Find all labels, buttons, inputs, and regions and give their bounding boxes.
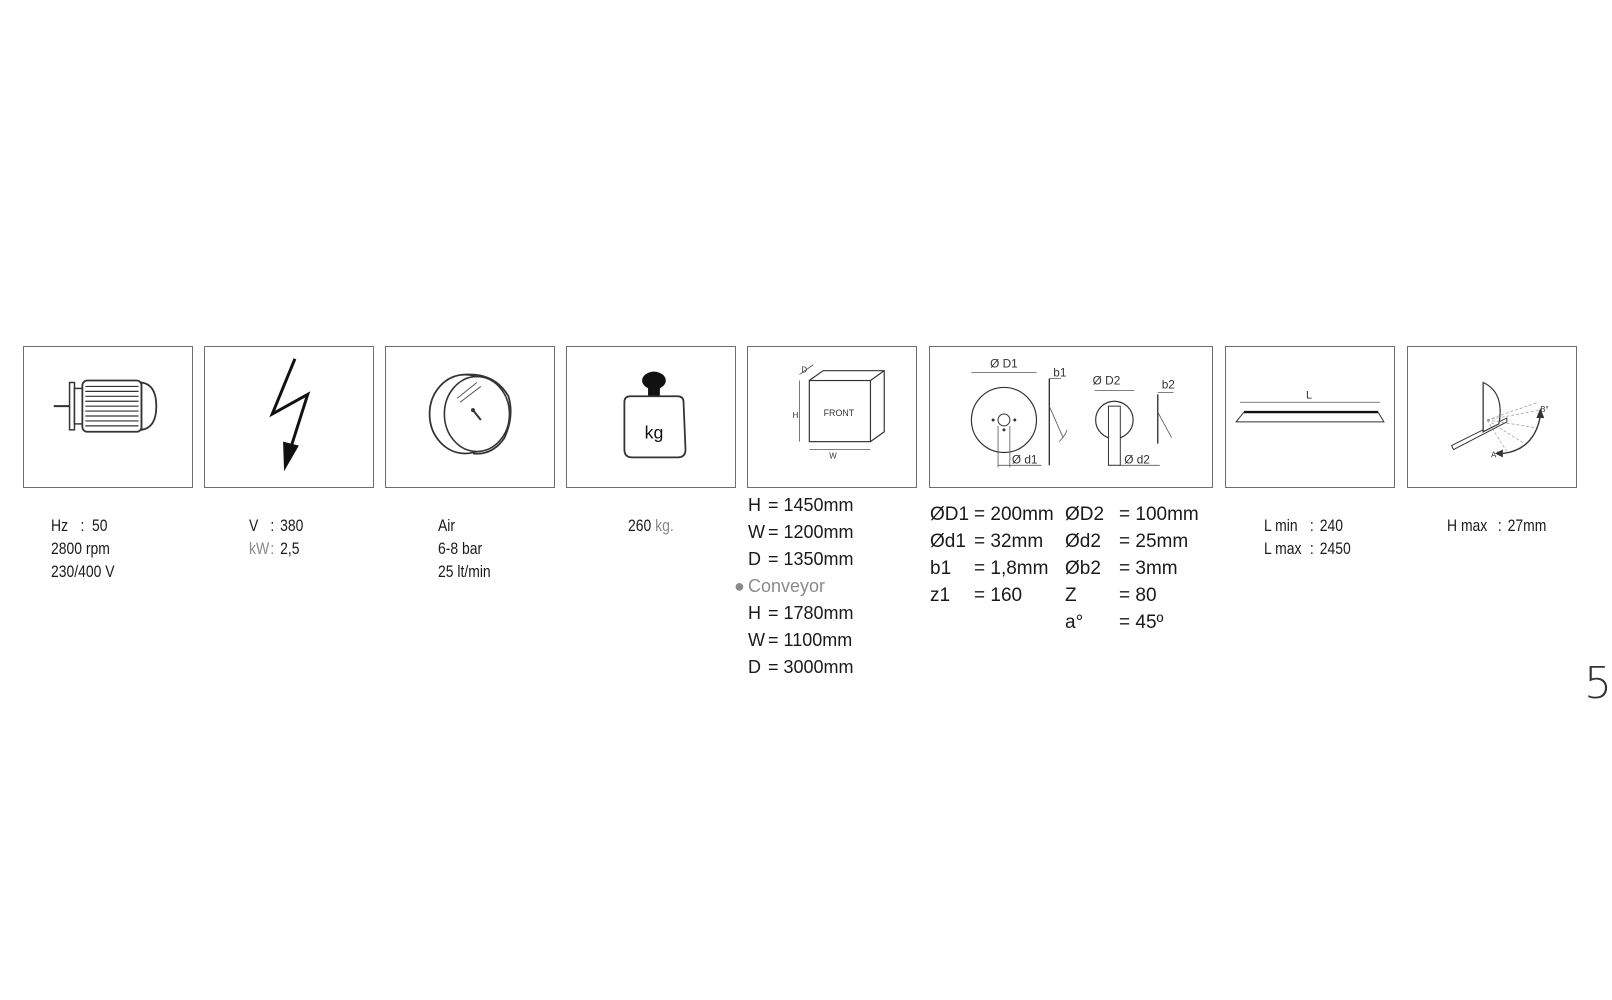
spec-row [1065, 555, 1199, 582]
blades-icon-box [929, 346, 1213, 488]
conveyor-dimensions-list [748, 600, 854, 681]
spec-label: z1 [930, 585, 951, 606]
spec-value: = 160 [974, 585, 1023, 606]
weight-unit: kg. [655, 516, 674, 535]
machine-dimensions-list [748, 492, 854, 573]
spec-label: H [748, 603, 761, 623]
d2-label: Ø D2 [1092, 373, 1121, 388]
spec-value: = 1100mm [768, 630, 853, 650]
spec-label: Øb2 [1065, 558, 1101, 579]
a-angle-label: A° [1491, 450, 1500, 460]
h-max-sep: : [1497, 516, 1502, 535]
spec-label: H [748, 495, 761, 515]
voltage-range: 230/400 V [51, 562, 115, 581]
weight-spec [628, 514, 674, 537]
l-min-sep: : [1309, 516, 1314, 535]
weight-icon [567, 347, 735, 487]
front-label: FRONT [823, 408, 855, 419]
small-d2-label: Ø d2 [1124, 452, 1150, 467]
w-label: W [829, 451, 837, 461]
weight-value: 260 [628, 516, 652, 535]
b2-label: b2 [1161, 377, 1175, 392]
spec-row [748, 627, 854, 654]
spec-row [1065, 501, 1199, 528]
dimensions-icon-box [747, 346, 917, 488]
dimension-specs [734, 492, 854, 681]
l-max-label: L max [1264, 539, 1302, 558]
spec-value: = 3mm [1119, 558, 1178, 579]
spec-label: ØD2 [1065, 504, 1105, 525]
air-label: Air [438, 516, 456, 535]
kw-label: kW [249, 539, 270, 558]
small-d1-label: Ø d1 [1011, 452, 1038, 467]
spec-value: = 1780mm [768, 603, 854, 623]
spec-value: = 1,8mm [974, 558, 1049, 579]
lightning-bolt-icon [205, 347, 373, 487]
spec-row [930, 555, 1054, 582]
spec-label: ØD1 [930, 504, 970, 525]
hz-label: Hz [51, 516, 69, 535]
pressure-gauge-icon [386, 347, 554, 487]
spec-label: D [748, 549, 761, 569]
spec-value: = 45º [1119, 612, 1164, 633]
electric-icon-box [204, 346, 374, 488]
air-pressure: 6-8 bar [438, 539, 483, 558]
h-max-label: H max [1447, 516, 1488, 535]
spec-row [930, 501, 1054, 528]
spec-label: D [748, 657, 761, 677]
spec-value: = 32mm [974, 531, 1044, 552]
kw-sep: : [270, 539, 275, 558]
saw-blades-icon [930, 347, 1212, 487]
conveyor-heading: ● Conveyor [734, 573, 854, 600]
spec-row [748, 519, 854, 546]
rpm-value: 2800 rpm [51, 539, 110, 558]
spec-value: = 200mm [974, 504, 1054, 525]
page-number: 5 [1584, 658, 1612, 709]
air-specs [438, 514, 491, 583]
spec-label: W [748, 522, 765, 542]
cutting-angle-icon [1408, 347, 1576, 487]
v-value: 380 [280, 516, 304, 535]
air-icon-box [385, 346, 555, 488]
l-min-label: L min [1264, 516, 1298, 535]
motor-specs [51, 514, 115, 583]
spec-row [930, 582, 1054, 609]
spec-row [1065, 609, 1199, 636]
main-blade-specs [930, 501, 1054, 609]
electric-motor-icon [24, 347, 192, 487]
h-label: H [792, 410, 799, 420]
d-label: D [801, 365, 808, 375]
b-angle-label: B° [1540, 405, 1549, 415]
hz-value: 50 [92, 516, 108, 535]
l-max-value: 2450 [1319, 539, 1351, 558]
d1-label: Ø D1 [990, 356, 1018, 371]
hz-sep: : [80, 516, 85, 535]
spec-row [748, 492, 854, 519]
v-label: V [249, 516, 259, 535]
spec-label: Ød1 [930, 531, 966, 552]
electric-specs [249, 514, 303, 560]
machine-dimensions-icon [748, 347, 916, 487]
spec-row [748, 654, 854, 681]
spec-row [930, 528, 1054, 555]
conveyor-title: Conveyor [748, 576, 826, 596]
spec-row [1065, 528, 1199, 555]
kg-icon-label: kg [644, 422, 664, 443]
length-icon-box [1225, 346, 1395, 488]
spec-value: = 1200mm [768, 522, 854, 542]
b1-label: b1 [1053, 365, 1067, 380]
spec-label: W [748, 630, 765, 650]
blade-specs [930, 501, 1054, 609]
spec-value: = 25mm [1119, 531, 1189, 552]
l-min-value: 240 [1319, 516, 1344, 535]
weight-icon-box [566, 346, 736, 488]
spec-label: Ød2 [1065, 531, 1101, 552]
kw-value: 2,5 [280, 539, 300, 558]
spec-label: Z [1065, 585, 1077, 606]
length-specs [1264, 514, 1351, 560]
motor-icon-box [23, 346, 193, 488]
spec-label: b1 [930, 558, 952, 579]
height-specs [1447, 514, 1546, 537]
spec-value: = 80 [1119, 585, 1157, 606]
h-max-value: 27mm [1507, 516, 1547, 535]
panel-length-icon [1226, 347, 1394, 487]
spec-value: = 100mm [1119, 504, 1199, 525]
height-icon-box [1407, 346, 1577, 488]
l-label: L [1305, 389, 1313, 402]
spec-row [748, 600, 854, 627]
spec-label: a° [1065, 612, 1084, 633]
scoring-blade-specs [1065, 501, 1199, 636]
spec-value: = 3000mm [768, 657, 854, 677]
l-max-sep: : [1309, 539, 1314, 558]
spec-row [1065, 582, 1199, 609]
spec-row [748, 546, 854, 573]
air-flow: 25 lt/min [438, 562, 491, 581]
spec-value: = 1450mm [768, 495, 854, 515]
v-sep: : [270, 516, 275, 535]
scoring-blade-specs-wrap [1065, 501, 1199, 636]
spec-value: = 1350mm [768, 549, 854, 569]
